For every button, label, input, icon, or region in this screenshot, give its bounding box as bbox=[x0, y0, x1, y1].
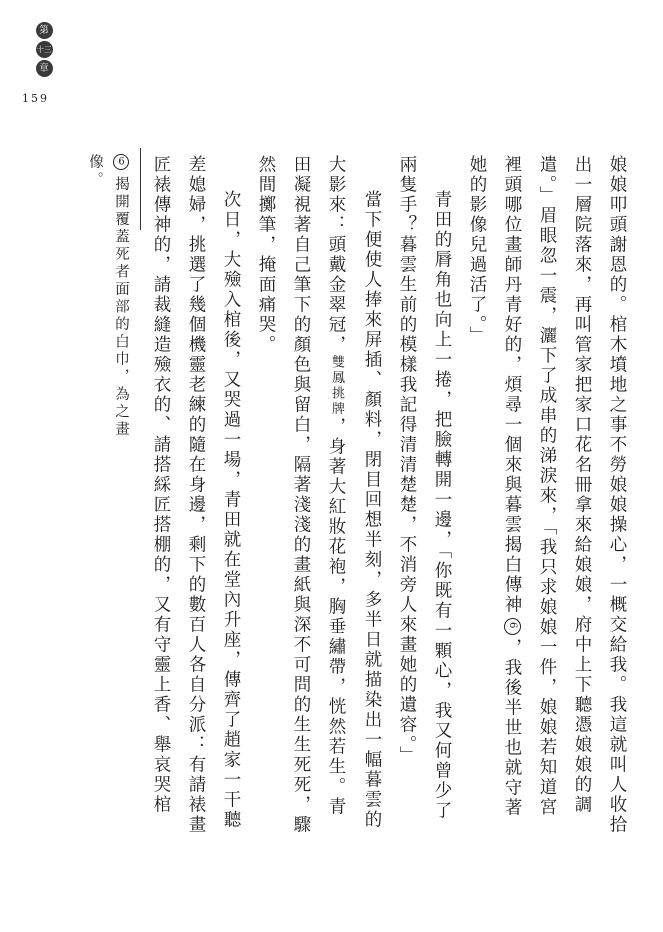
chapter-glyph-2: 十三 bbox=[36, 41, 53, 58]
footnote bbox=[87, 154, 134, 444]
footnote-text: 揭開覆蓋死者面部的白巾，為之畫像。 bbox=[87, 154, 129, 439]
inline-annotation: 雙鳳挑牌 bbox=[329, 355, 344, 417]
note-reference: 6 bbox=[504, 618, 521, 635]
paragraph-2: 青田的脣角也向上一捲，把臉轉開一邊，「你既有一顆心，我又何曾少了兩隻手？暮雲生前的模樣我記得清清楚楚，不消旁人來畫她的遺容。」 bbox=[397, 155, 452, 822]
paragraph-4: 次日，大殮入棺後，又哭過一場，青田就在堂內升座，傳齊了趙家一干聽差媳婦，挑選了幾個機靈老練的隨在身邊，剩下的數百人各自分派：有請裱畫匠裱傳神的，請裁縫造殮衣的、請搭綵匠搭棚的，又有守靈上香、舉哀哭棺 bbox=[151, 155, 241, 835]
paragraph-3-tail: ，身著大紅妝花袍，胸垂繡帶，恍然若生。青田凝視著自己筆下的顏色與留白，隔著淺淺的畫紙與深不可問的生生死死，驟然間擲筆，掩面痛哭。 bbox=[256, 155, 346, 835]
paragraph-1 bbox=[459, 155, 634, 835]
chapter-glyph-1: 第 bbox=[36, 22, 53, 39]
footnote-divider bbox=[140, 148, 141, 230]
paragraph-1-text: 娘娘叩頭謝恩的。棺木墳地之事不勞娘娘操心，一概交給我。我這就叫人收拾出一層院落來，再叫管家把家口花名冊拿來給娘娘，府中上下聽憑娘娘的調遣。」眉眼忽一震，灑下了成串的涕淚來，「我只求娘娘一件，娘娘若知道宮裡頭哪位畫師丹青好的，煩尋一個來與暮雲揭白傳神 bbox=[502, 155, 627, 835]
paragraph-3-text: 當下便使人捧來屏插、顏料，閉目回想半刻，多半日就描染出一幅暮雲的大影來：頭戴金翠冠， bbox=[326, 155, 382, 830]
main-text bbox=[146, 155, 634, 835]
paragraph-1-tail: ，我後半世也就守著她的影像兒過活了。」 bbox=[467, 155, 522, 818]
chapter-marker bbox=[31, 22, 57, 79]
page-number: 159 bbox=[22, 92, 49, 105]
paragraph-3 bbox=[248, 155, 389, 835]
chapter-glyph-3: 章 bbox=[36, 60, 53, 77]
footnote-mark: 6 bbox=[113, 154, 129, 170]
